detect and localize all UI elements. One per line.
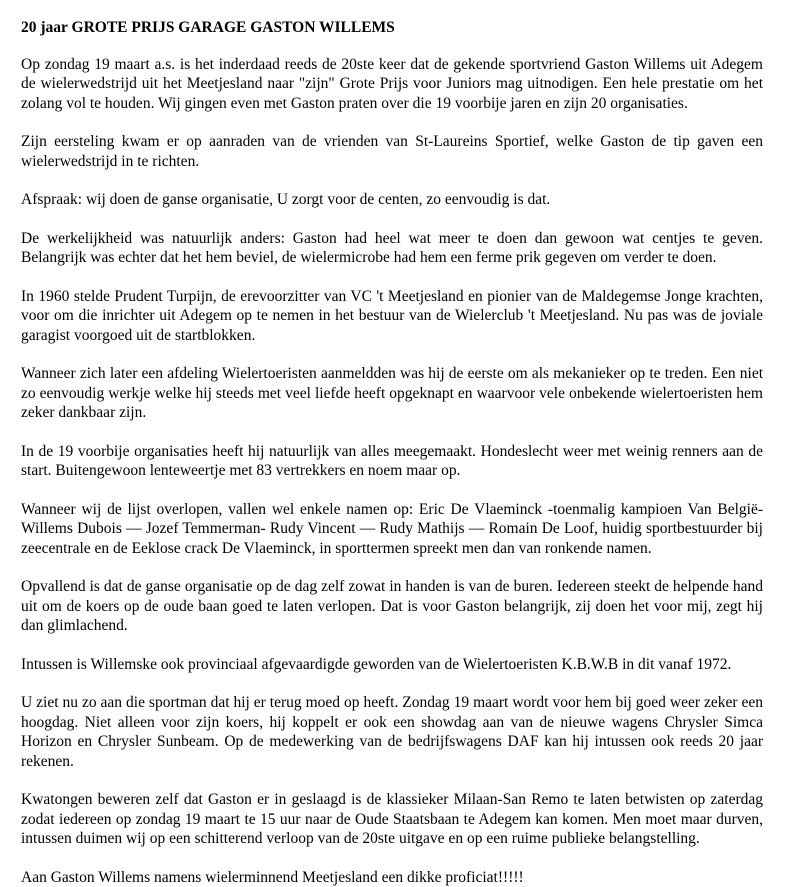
article-paragraph: Afspraak: wij doen de ganse organisatie, U zorgt voor de centen, zo eenvoudig is dat. [21,190,763,210]
article-paragraph: In 1960 stelde Prudent Turpijn, de erevoorzitter van VC 't Meetjesland en pionier van de Maldegemse Jonge krachten, voor om die inrichter uit Adegem op te nemen in het bestuur van de Wielerclub 't Meetjesland. Nu pas was de joviale garagist voorgoed uit de startblokken. [21,287,763,346]
article [21,18,763,887]
article-paragraph: Wanneer zich later een afdeling Wielertoeristen aanmeldden was hij de eerste om als mekanieker op te treden. Een niet zo eenvoudig werkje welke hij steeds met veel liefde heeft opgeknapt en waarvoor vele onbekende wielertoeristen hem zeker dankbaar zijn. [21,364,763,423]
article-closing-line: Aan Gaston Willems namens wielerminnend Meetjesland een dikke proficiat!!!!! [21,868,763,887]
article-paragraph: Opvallend is dat de ganse organisatie op de dag zelf zowat in handen is van de buren. Iedereen steekt de helpende hand uit om de koers op de oude baan goed te laten verlopen. Dat is voor Gaston belangrijk, zij doen het voor mij, zegt hij dan glimlachend. [21,577,763,636]
article-paragraph: Op zondag 19 maart a.s. is het inderdaad reeds de 20ste keer dat de gekende sportvriend Gaston Willems uit Adegem de wielerwedstrijd uit het Meetjesland naar "zijn" Grote Prijs voor Juniors mag uitnodigen. Een hele prestatie om het zolang vol te houden. Wij gingen even met Gaston praten over die 19 voorbije jaren en zijn 20 organisaties. [21,55,763,114]
article-paragraph: U ziet nu zo aan die sportman dat hij er terug moed op heeft. Zondag 19 maart wordt voor hem bij goed weer zeker een hoogdag. Niet alleen voor zijn koers, hij koppelt er ook een showdag aan van de nieuwe wagens Chrysler Simca Horizon en Chrysler Sunbeam. Op de medewerking van de bedrijfswagens DAF kan hij intussen ook reeds 20 jaar rekenen. [21,693,763,771]
article-paragraph: Kwatongen beweren zelf dat Gaston er in geslaagd is de klassieker Milaan-San Remo te laten betwisten op zaterdag zodat iedereen op zondag 19 maart te 15 uur naar de Oude Staatsbaan te Adegem kan komen. Men moet maar durven, intussen duimen wij op een schitterend verloop van de 20ste uitgave en op een ruime publieke belangstelling. [21,790,763,849]
article-paragraph: Wanneer wij de lijst overlopen, vallen wel enkele namen op: Eric De Vlaeminck -toenmalig kampioen Van België- Willems Dubois — Jozef Temmerman- Rudy Vincent — Rudy Mathijs — Romain De Loof, huidig sportbestuurder bij zeecentrale en de Eeklose crack De Vlaeminck, in sporttermen spreekt men dan van ronkende namen. [21,500,763,559]
article-title: 20 jaar GROTE PRIJS GARAGE GASTON WILLEMS [21,18,763,38]
article-paragraph: De werkelijkheid was natuurlijk anders: Gaston had heel wat meer te doen dan gewoon wat centjes te geven. Belangrijk was echter dat het hem beviel, de wielermicrobe had hem een ferme prik gegeven om verder te doen. [21,229,763,268]
article-paragraph: In de 19 voorbije organisaties heeft hij natuurlijk van alles meegemaakt. Hondeslecht weer met weinig renners aan de start. Buitengewoon lenteweertje met 83 vertrekkers en noem maar op. [21,442,763,481]
article-paragraph: Zijn eersteling kwam er op aanraden van de vrienden van St-Laureins Sportief, welke Gaston de tip gaven een wielerwedstrijd in te richten. [21,132,763,171]
article-paragraph: Intussen is Willemske ook provinciaal afgevaardigde geworden van de Wielertoeristen K.B.W.B in dit vanaf 1972. [21,655,763,675]
